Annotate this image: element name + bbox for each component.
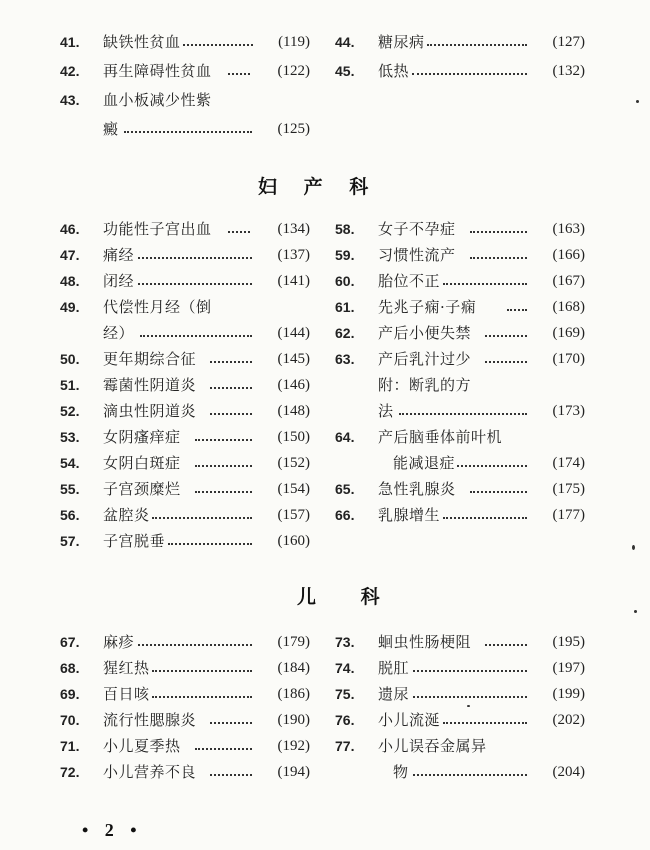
entry-page: (125) bbox=[277, 121, 310, 137]
entry-page: (170) bbox=[552, 351, 585, 367]
entry-title: 流行性腮腺炎 bbox=[103, 711, 197, 729]
entry-title: 子宫脱垂 bbox=[103, 532, 166, 550]
entry-title: 痛经 bbox=[103, 246, 135, 264]
entry-page: (166) bbox=[552, 247, 585, 263]
toc-entry[interactable] bbox=[335, 295, 585, 319]
entry-number: 47. bbox=[60, 247, 80, 263]
dot-leader bbox=[470, 469, 527, 493]
entry-number: 42. bbox=[60, 63, 80, 79]
entry-page: (145) bbox=[277, 351, 310, 367]
heading-char: 产 bbox=[303, 176, 323, 198]
dot-leader bbox=[413, 648, 527, 672]
entry-page: (199) bbox=[552, 686, 585, 702]
entry-page: (141) bbox=[277, 273, 310, 289]
dot-leader bbox=[485, 622, 527, 646]
entry-page: (202) bbox=[552, 712, 585, 728]
entry-title: 女阴瘙痒症 bbox=[103, 428, 181, 446]
entry-number: 57. bbox=[60, 533, 80, 549]
entry-page: (144) bbox=[277, 325, 310, 341]
entry-title: 胎位不正 bbox=[378, 272, 441, 290]
entry-page: (186) bbox=[277, 686, 310, 702]
heading-char: 妇 bbox=[258, 176, 278, 198]
dot-leader bbox=[195, 443, 252, 467]
entry-title: 癜 bbox=[103, 120, 119, 138]
dot-leader bbox=[485, 339, 527, 363]
toc-entry[interactable] bbox=[60, 269, 310, 293]
entry-title: 先兆子痫·子痫 bbox=[378, 298, 477, 316]
heading-char: 科 bbox=[349, 176, 369, 198]
entry-page: (160) bbox=[277, 533, 310, 549]
entry-page: (177) bbox=[552, 507, 585, 523]
dot-leader bbox=[443, 495, 527, 519]
entry-page: (163) bbox=[552, 221, 585, 237]
entry-title: 代偿性月经（倒 bbox=[103, 298, 212, 316]
toc-entry-continuation[interactable] bbox=[60, 117, 310, 141]
dot-leader bbox=[413, 674, 527, 698]
entry-page: (137) bbox=[277, 247, 310, 263]
entry-number: 52. bbox=[60, 403, 80, 419]
dot-leader bbox=[457, 443, 527, 467]
entry-title: 子宫颈糜烂 bbox=[103, 480, 181, 498]
entry-number: 72. bbox=[60, 764, 80, 780]
entry-number: 56. bbox=[60, 507, 80, 523]
dot-leader bbox=[427, 22, 527, 46]
dot-leader bbox=[138, 261, 252, 285]
dot-leader bbox=[138, 235, 252, 259]
entry-number: 68. bbox=[60, 660, 80, 676]
entry-title: 女阴白斑症 bbox=[103, 454, 181, 472]
page-number: • 2 • bbox=[82, 820, 143, 840]
entry-title: 百日咳 bbox=[103, 685, 150, 703]
dot-leader bbox=[443, 261, 527, 285]
scan-speck bbox=[632, 545, 635, 550]
toc-entry-continuation[interactable] bbox=[335, 451, 585, 475]
entry-number: 51. bbox=[60, 377, 80, 393]
entry-number: 58. bbox=[335, 221, 355, 237]
toc-entry[interactable] bbox=[60, 708, 310, 732]
entry-number: 49. bbox=[60, 299, 80, 315]
dot-leader bbox=[228, 51, 250, 75]
dot-leader bbox=[399, 391, 527, 415]
entry-title: 功能性子宫出血 bbox=[103, 220, 212, 238]
entry-title: 闭经 bbox=[103, 272, 135, 290]
scan-speck bbox=[467, 705, 470, 707]
toc-entry[interactable] bbox=[335, 321, 585, 345]
entry-page: (134) bbox=[277, 221, 310, 237]
entry-number: 50. bbox=[60, 351, 80, 367]
dot-leader bbox=[507, 287, 527, 311]
entry-title: 急性乳腺炎 bbox=[378, 480, 456, 498]
toc-entry[interactable] bbox=[335, 269, 585, 293]
toc-entry[interactable] bbox=[60, 760, 310, 784]
entry-page: (175) bbox=[552, 481, 585, 497]
entry-title: 小儿夏季热 bbox=[103, 737, 181, 755]
entry-title: 再生障碍性贫血 bbox=[103, 62, 212, 80]
toc-entry[interactable] bbox=[60, 451, 310, 475]
section-heading-pediatrics bbox=[297, 582, 380, 609]
entry-page: (146) bbox=[277, 377, 310, 393]
entry-page: (195) bbox=[552, 634, 585, 650]
entry-number: 69. bbox=[60, 686, 80, 702]
entry-title: 习惯性流产 bbox=[378, 246, 456, 264]
entry-number: 53. bbox=[60, 429, 80, 445]
entry-number: 67. bbox=[60, 634, 80, 650]
entry-title: 盆腔炎 bbox=[103, 506, 150, 524]
scan-speck bbox=[634, 610, 637, 613]
entry-page: (174) bbox=[552, 455, 585, 471]
toc-entry[interactable] bbox=[335, 217, 585, 241]
entry-title: 小儿营养不良 bbox=[103, 763, 197, 781]
dot-leader bbox=[210, 365, 252, 389]
entry-number: 62. bbox=[335, 325, 355, 341]
entry-title: 脱肛 bbox=[378, 659, 410, 677]
entry-number: 54. bbox=[60, 455, 80, 471]
entry-number: 66. bbox=[335, 507, 355, 523]
dot-leader bbox=[485, 313, 527, 337]
scan-speck bbox=[636, 100, 639, 103]
dot-leader bbox=[412, 51, 527, 75]
entry-number: 75. bbox=[335, 686, 355, 702]
entry-title: 小儿流涎 bbox=[378, 711, 441, 729]
dot-leader bbox=[470, 235, 527, 259]
toc-entry[interactable] bbox=[60, 30, 310, 54]
entry-page: (184) bbox=[277, 660, 310, 676]
entry-number: 63. bbox=[335, 351, 355, 367]
dot-leader bbox=[183, 22, 253, 46]
section-heading-gynecology-obstetrics bbox=[258, 172, 368, 199]
entry-page: (157) bbox=[277, 507, 310, 523]
entry-number: 73. bbox=[335, 634, 355, 650]
entry-page: (179) bbox=[277, 634, 310, 650]
entry-number: 70. bbox=[60, 712, 80, 728]
entry-number: 48. bbox=[60, 273, 80, 289]
dot-leader bbox=[168, 521, 252, 545]
entry-number: 77. bbox=[335, 738, 355, 754]
entry-title: 产后小便失禁 bbox=[378, 324, 472, 342]
toc-entry[interactable] bbox=[335, 347, 585, 371]
entry-number: 74. bbox=[335, 660, 355, 676]
toc-entry-continuation[interactable] bbox=[60, 321, 310, 345]
entry-number: 41. bbox=[60, 34, 80, 50]
dot-leader bbox=[228, 209, 250, 233]
entry-title: 能减退症 bbox=[393, 454, 456, 472]
entry-title: 滴虫性阴道炎 bbox=[103, 402, 197, 420]
entry-title: 霉菌性阴道炎 bbox=[103, 376, 197, 394]
entry-number: 64. bbox=[335, 429, 355, 445]
entry-page: (173) bbox=[552, 403, 585, 419]
entry-page: (127) bbox=[552, 34, 585, 50]
entry-title: 低热 bbox=[378, 62, 410, 80]
entry-title: 麻疹 bbox=[103, 633, 135, 651]
dot-leader bbox=[210, 700, 252, 724]
entry-title: 法 bbox=[378, 402, 394, 420]
entry-title: 物 bbox=[393, 763, 409, 781]
dot-leader bbox=[124, 109, 252, 133]
entry-title: 缺铁性贫血 bbox=[103, 33, 181, 51]
toc-entry[interactable] bbox=[60, 682, 310, 706]
dot-leader bbox=[195, 469, 252, 493]
entry-page: (152) bbox=[277, 455, 310, 471]
toc-entry[interactable] bbox=[60, 59, 310, 83]
entry-number: 55. bbox=[60, 481, 80, 497]
toc-entry[interactable] bbox=[60, 399, 310, 423]
heading-char: 儿 bbox=[297, 586, 317, 608]
toc-entry[interactable] bbox=[60, 425, 310, 449]
dot-leader bbox=[152, 495, 252, 519]
entry-page: (169) bbox=[552, 325, 585, 341]
dot-leader bbox=[152, 674, 252, 698]
dot-leader bbox=[210, 752, 252, 776]
entry-page: (132) bbox=[552, 63, 585, 79]
toc-entry[interactable] bbox=[60, 347, 310, 371]
toc-entry-continuation[interactable] bbox=[335, 760, 585, 784]
entry-page: (204) bbox=[552, 764, 585, 780]
dot-leader bbox=[138, 622, 252, 646]
entry-title: 产后脑垂体前叶机 bbox=[378, 428, 503, 446]
entry-number: 59. bbox=[335, 247, 355, 263]
entry-title: 女子不孕症 bbox=[378, 220, 456, 238]
entry-page: (150) bbox=[277, 429, 310, 445]
entry-number: 65. bbox=[335, 481, 355, 497]
entry-number: 45. bbox=[335, 63, 355, 79]
toc-entry[interactable] bbox=[335, 59, 585, 83]
toc-entry[interactable] bbox=[60, 373, 310, 397]
entry-title: 糖尿病 bbox=[378, 33, 425, 51]
entry-page: (197) bbox=[552, 660, 585, 676]
entry-number: 60. bbox=[335, 273, 355, 289]
toc-entry[interactable] bbox=[60, 734, 310, 758]
dot-leader bbox=[470, 209, 527, 233]
entry-title: 附：断乳的方 bbox=[378, 376, 472, 394]
entry-page: (148) bbox=[277, 403, 310, 419]
entry-title: 猩红热 bbox=[103, 659, 150, 677]
entry-number: 76. bbox=[335, 712, 355, 728]
dot-leader bbox=[152, 648, 252, 672]
entry-number: 44. bbox=[335, 34, 355, 50]
entry-page: (194) bbox=[277, 764, 310, 780]
entry-title: 产后乳汁过少 bbox=[378, 350, 472, 368]
entry-number: 61. bbox=[335, 299, 355, 315]
toc-entry-continuation[interactable] bbox=[335, 399, 585, 423]
entry-number: 46. bbox=[60, 221, 80, 237]
entry-page: (192) bbox=[277, 738, 310, 754]
dot-leader bbox=[195, 726, 252, 750]
dot-leader bbox=[210, 339, 252, 363]
toc-entry[interactable] bbox=[335, 503, 585, 527]
entry-number: 71. bbox=[60, 738, 80, 754]
toc-entry[interactable] bbox=[335, 708, 585, 732]
dot-leader bbox=[413, 752, 527, 776]
dot-leader bbox=[443, 700, 527, 724]
dot-leader bbox=[195, 417, 252, 441]
entry-page: (168) bbox=[552, 299, 585, 315]
entry-page: (122) bbox=[277, 63, 310, 79]
toc-entry[interactable] bbox=[60, 529, 310, 553]
dot-leader bbox=[210, 391, 252, 415]
entry-title: 更年期综合征 bbox=[103, 350, 197, 368]
entry-page: (154) bbox=[277, 481, 310, 497]
entry-number: 43. bbox=[60, 92, 80, 108]
entry-title: 血小板减少性紫 bbox=[103, 91, 212, 109]
dot-leader bbox=[140, 313, 252, 337]
entry-page: (119) bbox=[278, 34, 310, 50]
entry-page: (190) bbox=[277, 712, 310, 728]
entry-title: 小儿误吞金属异 bbox=[378, 737, 487, 755]
entry-title: 蛔虫性肠梗阻 bbox=[378, 633, 472, 651]
heading-char: 科 bbox=[360, 586, 380, 608]
entry-title: 乳腺增生 bbox=[378, 506, 441, 524]
entry-title: 遗尿 bbox=[378, 685, 410, 703]
entry-title: 经） bbox=[103, 324, 135, 342]
entry-page: (167) bbox=[552, 273, 585, 289]
